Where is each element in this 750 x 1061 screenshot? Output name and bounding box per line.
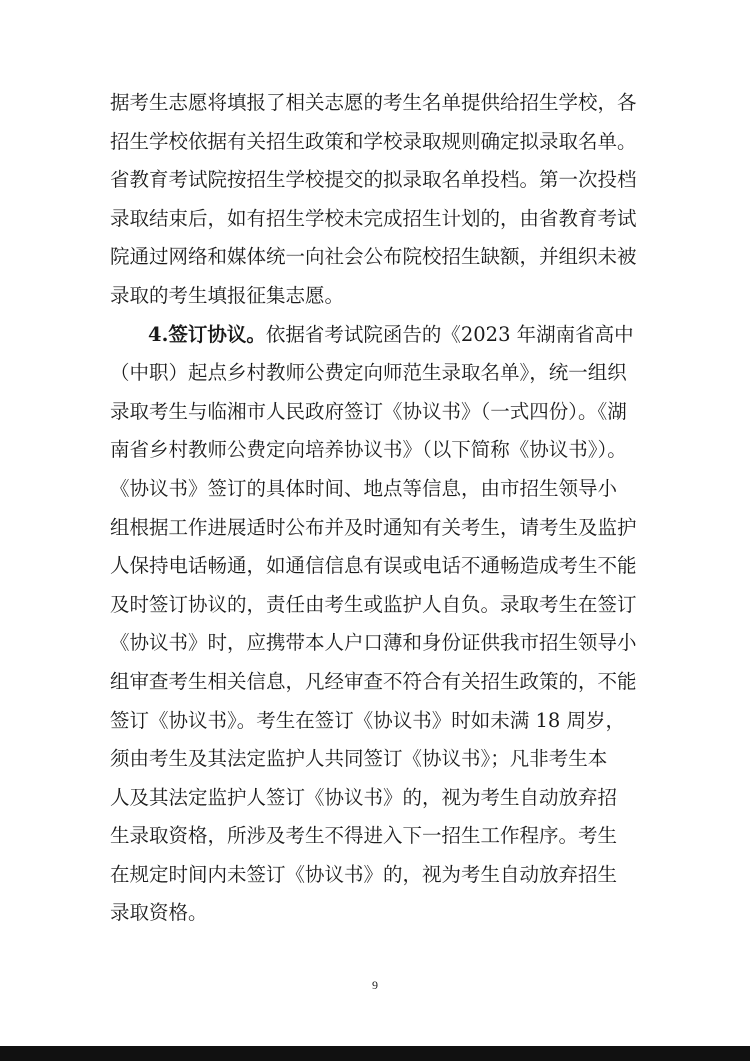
paragraph-line: 录取的考生填报征集志愿。 bbox=[110, 283, 345, 307]
paragraph-line: 录取资格。 bbox=[110, 901, 208, 925]
body-text bbox=[110, 84, 650, 933]
paragraph-line: 生录取资格，所涉及考生不得进入下一招生工作程序。考生 bbox=[110, 824, 618, 848]
paragraph-line: 录取结束后，如有招生学校未完成招生计划的，由省教育考试 bbox=[110, 206, 637, 230]
paragraph-line: 录取考生与临湘市人民政府签订《协议书》（一式四份）。《湖 bbox=[110, 399, 627, 423]
scan-bottom-edge bbox=[0, 1046, 750, 1061]
paragraph-line: 在规定时间内未签订《协议书》的，视为考生自动放弃招生 bbox=[110, 862, 618, 886]
paragraph-line: 组审查考生相关信息，凡经审查不符合有关招生政策的，不能 bbox=[110, 669, 637, 693]
section-heading: 4.签订协议。 bbox=[148, 322, 266, 346]
paragraph-line: 据考生志愿将填报了相关志愿的考生名单提供给招生学校，各 bbox=[110, 91, 637, 114]
section-first-line bbox=[110, 316, 650, 355]
paragraph-line: 院通过网络和媒体统一向社会公布院校招生缺额，并组织未被 bbox=[110, 245, 637, 269]
paragraph-line: 招生学校依据有关招生政策和学校录取规则确定拟录取名单。 bbox=[110, 129, 637, 153]
paragraph-line: 组根据工作进展适时公布并及时通知有关考生，请考生及监护 bbox=[110, 515, 637, 539]
section-first-line-text: 依据省考试院函告的《2023 年湖南省高中 bbox=[265, 322, 634, 346]
paragraph-line: 南省乡村教师公费定向培养协议书》（以下简称《协议书》）。 bbox=[110, 438, 627, 462]
paragraph-line: 省教育考试院按招生学校提交的拟录取名单投档。第一次投档 bbox=[110, 168, 637, 192]
paragraph-line: 《协议书》时，应携带本人户口薄和身份证供我市招生领导小 bbox=[110, 631, 637, 655]
page-number: 9 bbox=[372, 978, 378, 992]
paragraph-line: 签订《协议书》。考生在签订《协议书》时如未满 18 周岁， bbox=[110, 708, 625, 732]
paragraph-line: 人及其法定监护人签订《协议书》的，视为考生自动放弃招 bbox=[110, 785, 618, 809]
paragraph-line: 及时签订协议的，责任由考生或监护人自负。录取考生在签订 bbox=[110, 592, 637, 616]
paragraph-line: 须由考生及其法定监护人共同签订《协议书》；凡非考生本 bbox=[110, 747, 608, 771]
paragraph-line: 《协议书》签订的具体时间、地点等信息，由市招生领导小 bbox=[110, 476, 618, 500]
paragraph-line: 人保持电话畅通，如通信信息有误或电话不通畅造成考生不能 bbox=[110, 554, 637, 578]
paragraph-line: （中职）起点乡村教师公费定向师范生录取名单》，统一组织 bbox=[110, 361, 627, 385]
